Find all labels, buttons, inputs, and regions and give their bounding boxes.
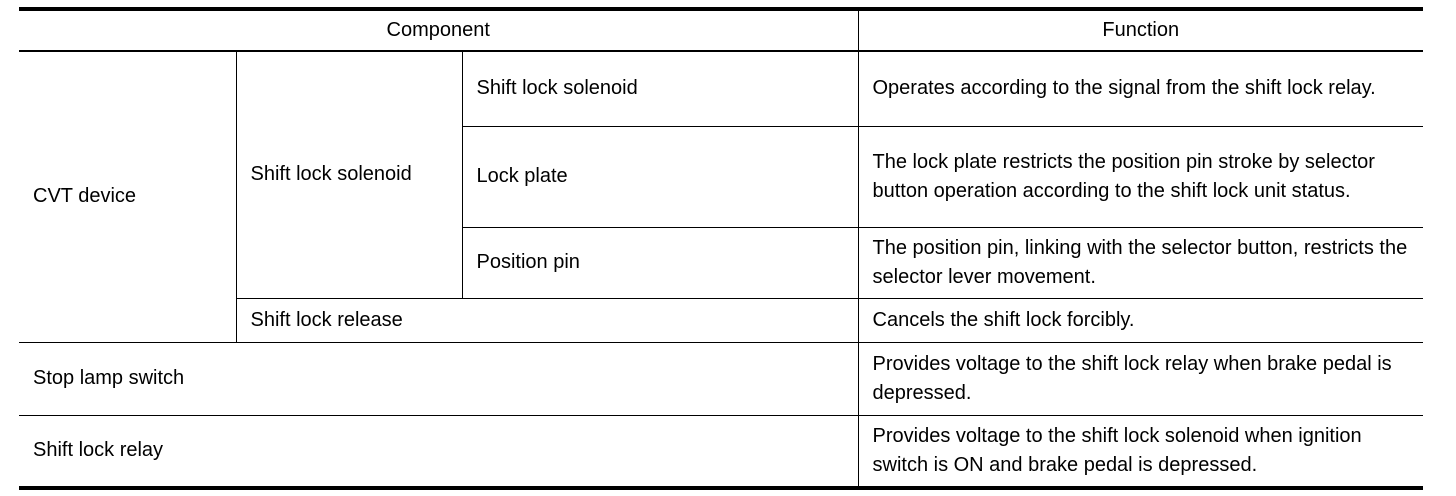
shift-lock-release-function: Cancels the shift lock forcibly.	[858, 298, 1423, 342]
shift-lock-solenoid-cell: Shift lock solenoid	[462, 51, 858, 126]
shift-lock-solenoid-function: Operates according to the signal from the shift lock relay.	[858, 51, 1423, 126]
shift-lock-relay-function: Provides voltage to the shift lock solenoid when ignition switch is ON and brake pedal is depressed.	[858, 415, 1423, 488]
position-pin-function: The position pin, linking with the selector button, restricts the selector lever movement.	[858, 227, 1423, 298]
header-row	[19, 9, 1423, 51]
function-header: Function	[858, 9, 1423, 51]
table-row	[19, 415, 1423, 488]
component-function-table-container	[19, 7, 1423, 490]
stop-lamp-switch-cell: Stop lamp switch	[19, 342, 858, 415]
component-header: Component	[19, 9, 858, 51]
component-function-table	[19, 7, 1423, 490]
shift-lock-release-cell: Shift lock release	[236, 298, 858, 342]
table-row	[19, 51, 1423, 126]
lock-plate-cell: Lock plate	[462, 126, 858, 227]
position-pin-cell: Position pin	[462, 227, 858, 298]
table-row	[19, 342, 1423, 415]
shift-lock-solenoid-group-cell: Shift lock solenoid	[236, 51, 462, 298]
stop-lamp-switch-function: Provides voltage to the shift lock relay when brake pedal is depressed.	[858, 342, 1423, 415]
cvt-device-cell: CVT device	[19, 51, 236, 342]
shift-lock-relay-cell: Shift lock relay	[19, 415, 858, 488]
lock-plate-function: The lock plate restricts the position pin stroke by selector button operation according to the shift lock unit status.	[858, 126, 1423, 227]
